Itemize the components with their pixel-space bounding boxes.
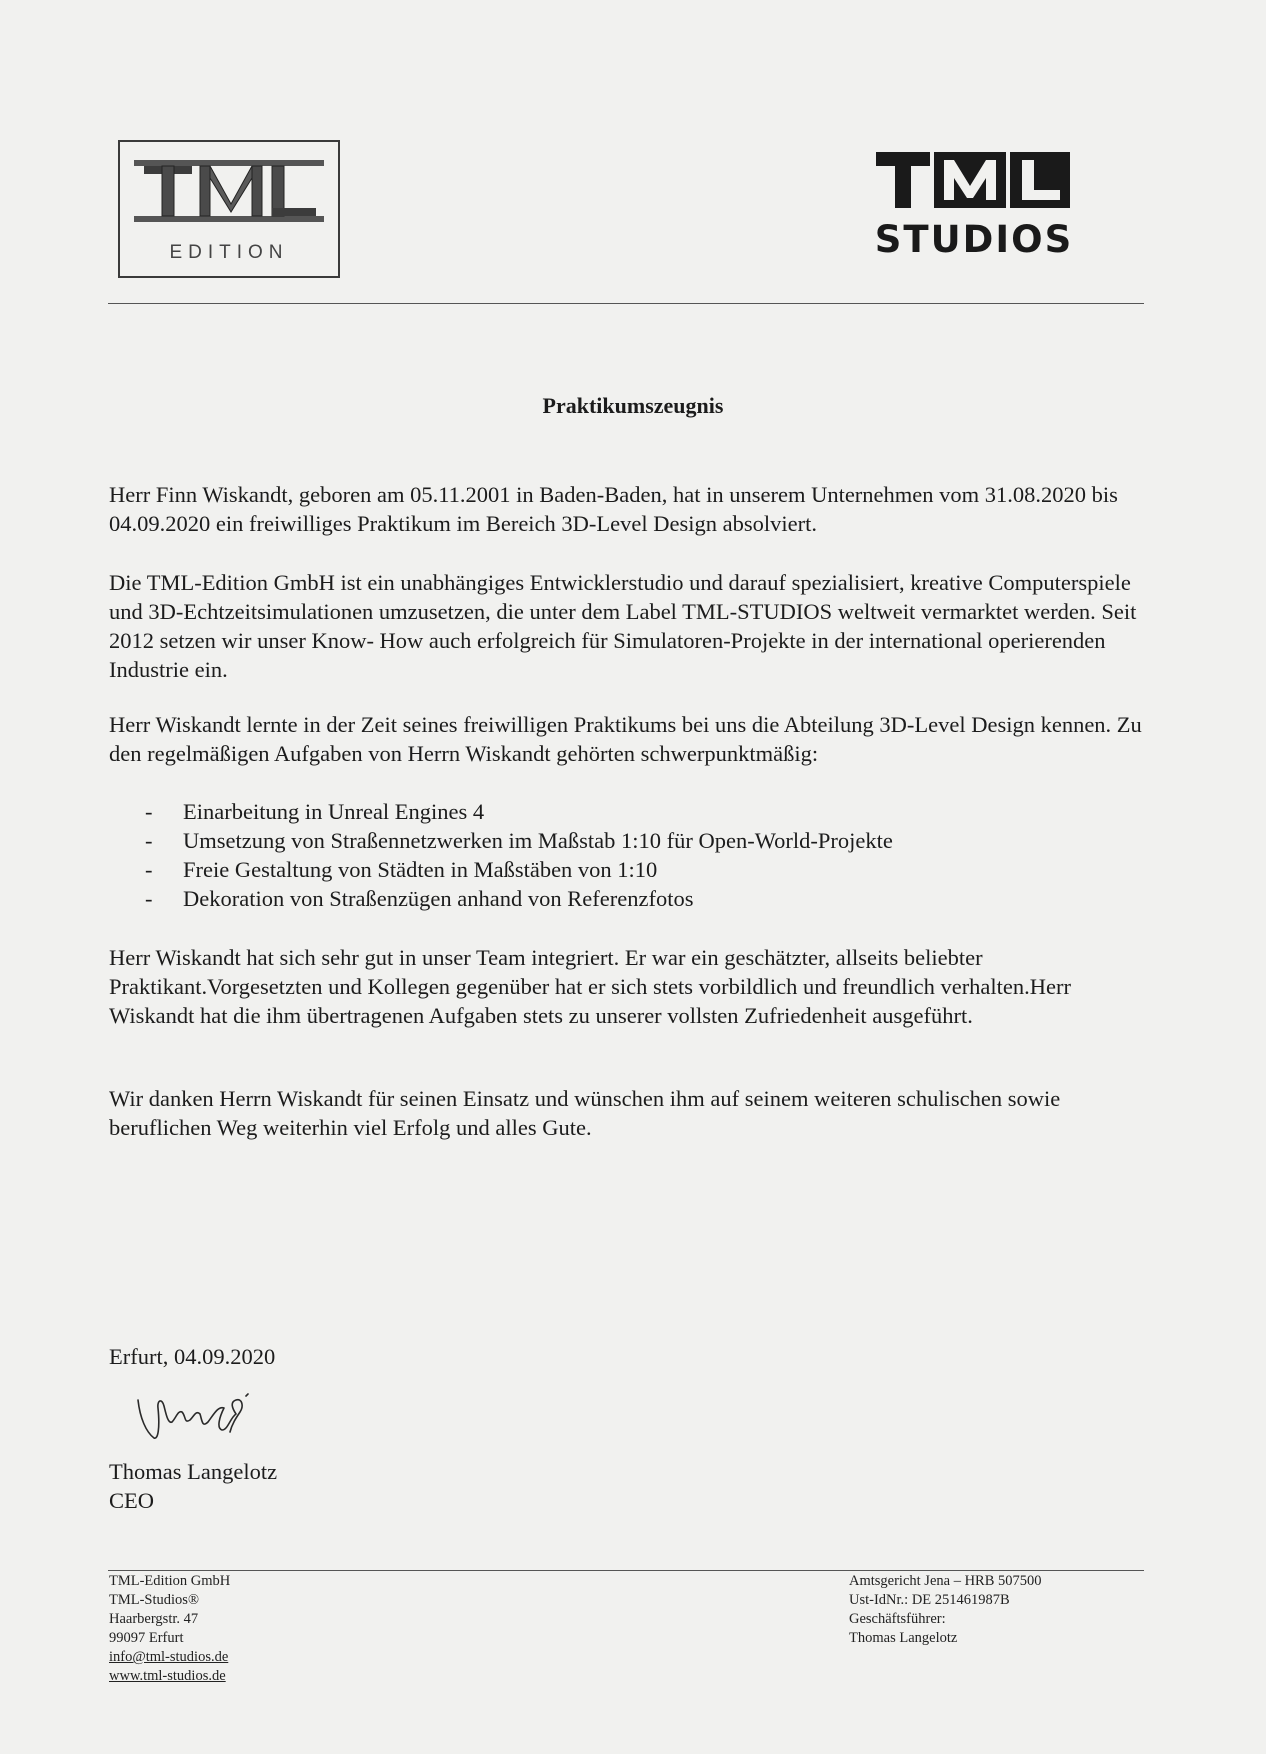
task-text: Umsetzung von Straßennetzwerken im Maßstab 1:10 für Open-World-Projekte xyxy=(183,828,893,853)
footer-company-name: TML-Edition GmbH xyxy=(109,1573,231,1589)
paragraph-assessment xyxy=(109,943,1149,1030)
task-bullet: - xyxy=(145,828,153,853)
task-list-item xyxy=(109,855,1149,884)
footer-street: Haarbergstr. 47 xyxy=(109,1611,199,1627)
tml-studios-logo xyxy=(874,152,1074,272)
footer-brand: TML-Studios® xyxy=(109,1592,199,1608)
footer-company-info xyxy=(109,1572,230,1686)
task-bullet: - xyxy=(145,886,153,911)
paragraph-closing-text: Wir danken Herrn Wiskandt für seinen Einsatz und wünschen ihm auf seinem weiteren schulischen sowie beruflichen Weg weiterhin viel Erfolg und alles Gute. xyxy=(109,1086,1061,1140)
tml-studios-logo-mark xyxy=(876,152,1072,208)
paragraph-intro xyxy=(109,480,1149,538)
paragraph-tasks-intro xyxy=(109,710,1149,768)
task-text: Dekoration von Straßenzügen anhand von Referenzfotos xyxy=(183,886,694,911)
footer-vat-id: Ust-IdNr.: DE 251461987B xyxy=(849,1592,1010,1608)
task-list xyxy=(109,797,1149,913)
task-bullet: - xyxy=(145,857,153,882)
paragraph-closing xyxy=(109,1084,1149,1142)
footer-email-link[interactable]: info@tml-studios.de xyxy=(109,1649,229,1665)
place-and-date: Erfurt, 04.09.2020 xyxy=(109,1344,276,1369)
tml-edition-logo-mark xyxy=(134,154,324,234)
paragraph-intro-text: Herr Finn Wiskandt, geboren am 05.11.2001 in Baden-Baden, hat in unserem Unternehmen vom 31.08.2020 bis 04.09.2020 ein freiwilliges Praktikum im Bereich 3D-Level Design absolviert. xyxy=(109,482,1118,536)
task-bullet: - xyxy=(145,799,153,824)
task-list-item xyxy=(109,797,1149,826)
paragraph-tasks-intro-text: Herr Wiskandt lernte in der Zeit seines freiwilligen Praktikums bei uns die Abteilung 3D-Level Design kennen. Zu den regelmäßigen Aufgaben von Herrn Wiskandt gehörten schwerpunktmäßig: xyxy=(109,712,1142,766)
paragraph-company-text: Die TML-Edition GmbH ist ein unabhängiges Entwicklerstudio und darauf spezialisiert, kreative Computerspiele und 3D-Echtzeitsimulationen umzusetzen, die unter dem Label TML-STUDIOS weltweit vermarktet werden. Seit 2012 setzen wir unser Know- How auch erfolgreich für Simulatoren-Projekte in der international operierenden Industrie ein. xyxy=(109,570,1137,682)
paragraph-company xyxy=(109,568,1149,684)
footer-manager-name: Thomas Langelotz xyxy=(849,1630,958,1646)
footer-legal-info xyxy=(849,1572,1042,1648)
tml-edition-logo xyxy=(118,140,340,278)
document-title: Praktikumszeugnis xyxy=(542,393,724,418)
header-divider xyxy=(108,303,1144,304)
footer-website-link[interactable]: www.tml-studios.de xyxy=(109,1668,226,1684)
handwritten-signature xyxy=(132,1388,292,1458)
footer-register-court: Amtsgericht Jena – HRB 507500 xyxy=(849,1573,1042,1589)
task-text: Freie Gestaltung von Städten in Maßstäben von 1:10 xyxy=(183,857,658,882)
task-text: Einarbeitung in Unreal Engines 4 xyxy=(183,799,485,824)
studios-logo-subtitle: STUDIOS xyxy=(874,218,1074,261)
footer-divider xyxy=(108,1570,1144,1571)
signer-name: Thomas Langelotz xyxy=(109,1459,278,1484)
edition-logo-subtitle: EDITION xyxy=(169,242,289,263)
task-list-item xyxy=(109,884,1149,913)
task-list-item xyxy=(109,826,1149,855)
footer-manager-label: Geschäftsführer: xyxy=(849,1611,946,1627)
footer-city: 99097 Erfurt xyxy=(109,1630,184,1646)
paragraph-assessment-text: Herr Wiskandt hat sich sehr gut in unser Team integriert. Er war ein geschätzter, allseits beliebter Praktikant.Vorgesetzten und Kollegen gegenüber hat er sich stets vorbildlich und freundlich verhalten.Herr Wiskandt hat die ihm übertragenen Aufgaben stets zu unserer vollsten Zufriedenheit ausgeführt. xyxy=(109,945,1072,1028)
signer-role: CEO xyxy=(109,1488,154,1513)
